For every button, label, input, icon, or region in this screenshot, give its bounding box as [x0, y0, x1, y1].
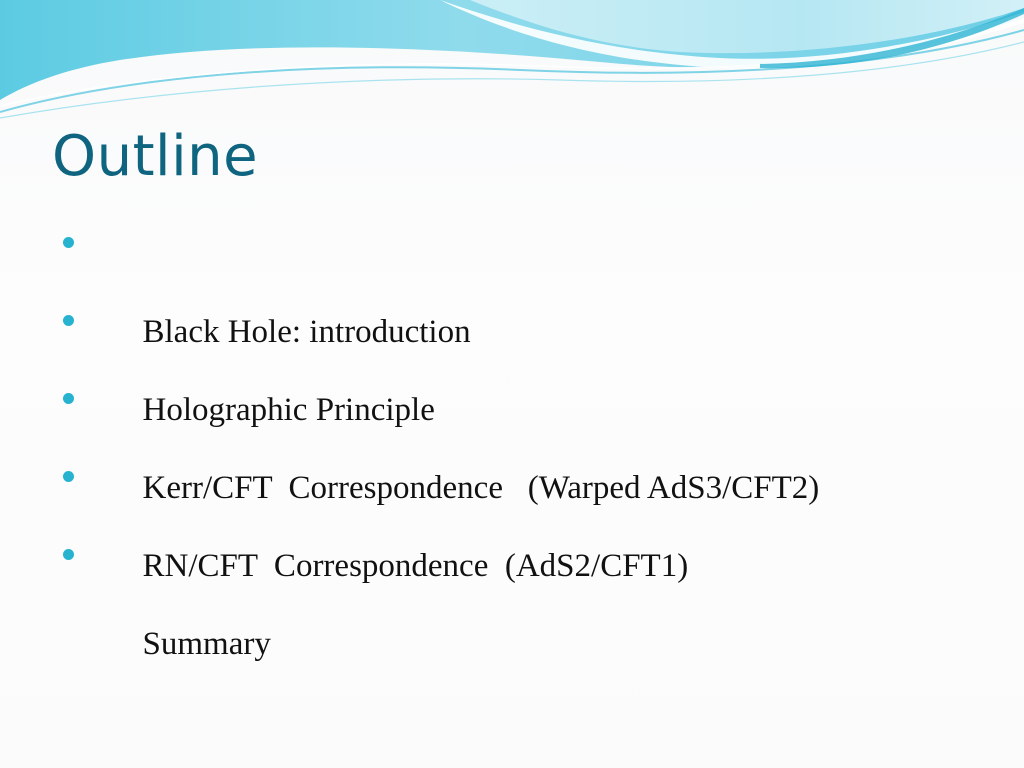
outline-item-text: Kerr/CFT Correspondence (Warped AdS3/CFT2)	[142, 470, 820, 506]
outline-item-text: RN/CFT Correspondence (AdS2/CFT1)	[142, 548, 689, 584]
slide-title: Outline	[52, 124, 259, 189]
outline-item	[62, 456, 819, 584]
outline-item	[62, 222, 819, 350]
bullet-dot-icon	[63, 237, 74, 248]
header-wave-decoration	[0, 0, 1024, 130]
outline-item-text: Summary	[142, 626, 271, 662]
bullet-dot-icon	[63, 393, 74, 404]
outline-item-text: Holographic Principle	[142, 392, 435, 428]
outline-item-text: Black Hole: introduction	[142, 314, 471, 350]
outline-item	[62, 534, 819, 662]
bullet-dot-icon	[63, 471, 74, 482]
bullet-dot-icon	[63, 315, 74, 326]
outline-list	[62, 222, 820, 662]
outline-item	[62, 378, 820, 506]
bullet-dot-icon	[63, 549, 74, 560]
outline-item	[62, 300, 819, 428]
